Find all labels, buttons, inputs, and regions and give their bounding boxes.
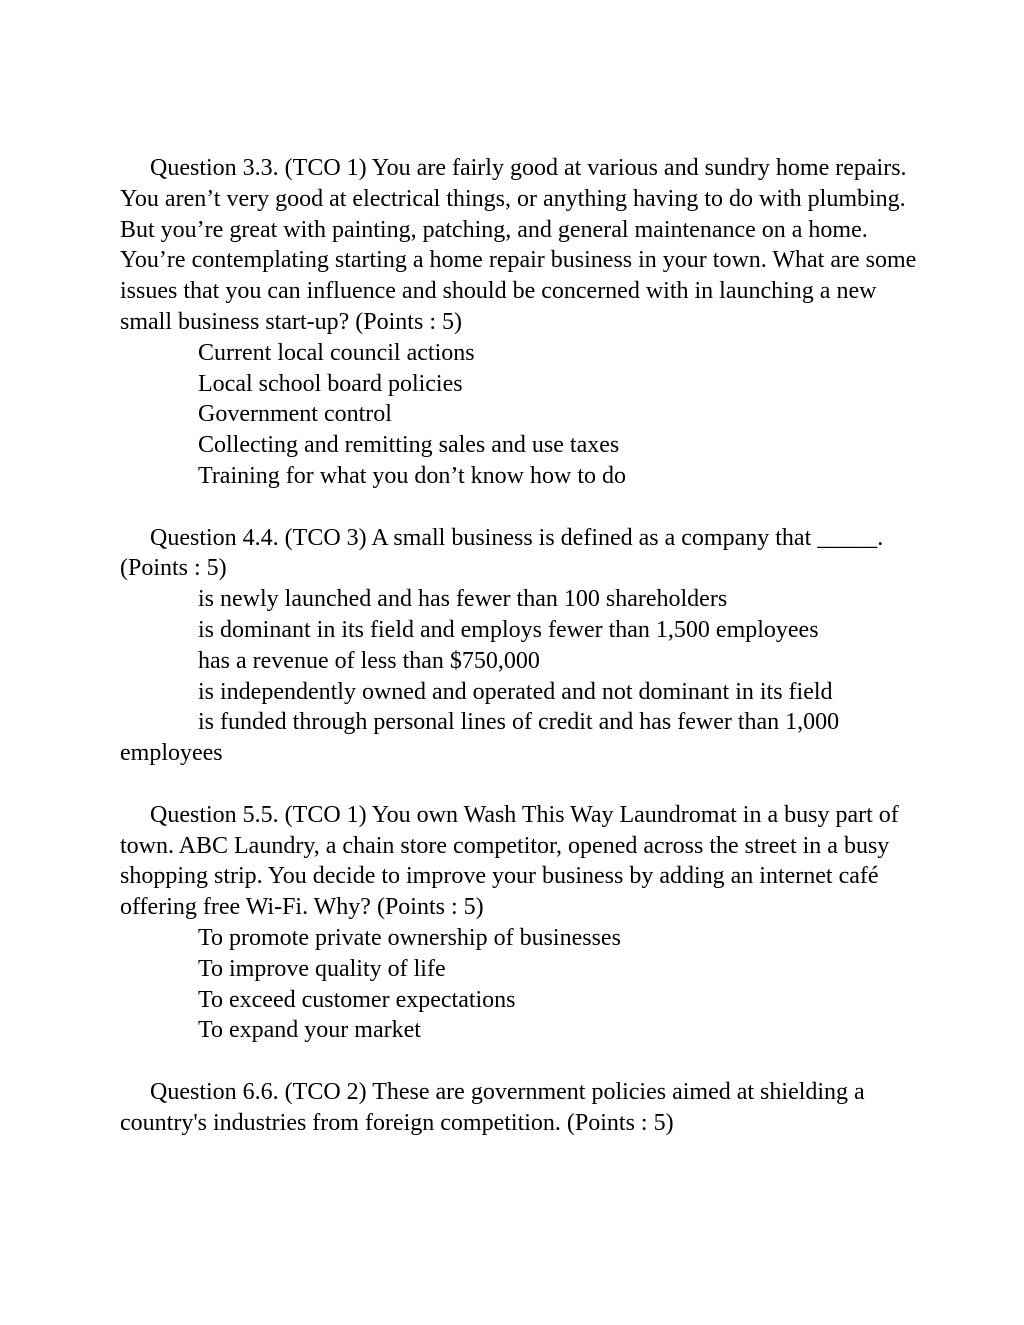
answer-option: To improve quality of life — [198, 955, 446, 982]
answer-option: Collecting and remitting sales and use taxes — [198, 432, 620, 459]
answer-option: is dominant in its field and employs fewer than 1,500 employees — [198, 616, 819, 643]
question-text: Question 5.5. (TCO 1) You own Wash This Way Laundromat in a busy part of town. ABC Laundry, a chain store competitor, opened across the street in a busy shopping strip. You decide to improve your business by adding an internet café offering free Wi-Fi. Why? (Points : 5) — [120, 801, 899, 921]
answer-option: Local school board policies — [198, 370, 463, 397]
answer-option: Training for what you don’t know how to do — [198, 462, 626, 489]
question-6-6 — [120, 1077, 920, 1139]
answer-option: is independently owned and operated and not dominant in its field — [198, 678, 833, 705]
answer-option: has a revenue of less than $750,000 — [198, 647, 540, 674]
question-text: Question 3.3. (TCO 1) You are fairly good at various and sundry home repairs. You aren’t very good at electrical things, or anything having to do with plumbing. But you’re great with painting, patching, and general maintenance on a home. You’re contemplating starting a home repair business in your town. What are some issues that you can influence and should be concerned with in launching a new small business start-up? (Points : 5) — [120, 155, 917, 335]
answer-option: To promote private ownership of businesses — [198, 924, 621, 951]
question-5-5 — [120, 800, 920, 1046]
answer-option: Government control — [198, 401, 392, 428]
question-text: Question 6.6. (TCO 2) These are government policies aimed at shielding a country's industries from foreign competition. (Points : 5) — [120, 1078, 865, 1136]
answer-option: is funded through personal lines of credit and has fewer than 1,000 employees — [120, 709, 840, 767]
question-text: Question 4.4. (TCO 3) A small business is defined as a company that _____. (Points : 5) — [120, 524, 884, 582]
answer-option: Current local council actions — [198, 339, 475, 366]
answer-option: To exceed customer expectations — [198, 986, 516, 1013]
question-4-4 — [120, 523, 920, 769]
document-page — [120, 153, 920, 1169]
answer-option: is newly launched and has fewer than 100 shareholders — [198, 586, 728, 613]
question-3-3 — [120, 153, 920, 492]
answer-option: To expand your market — [198, 1017, 421, 1044]
